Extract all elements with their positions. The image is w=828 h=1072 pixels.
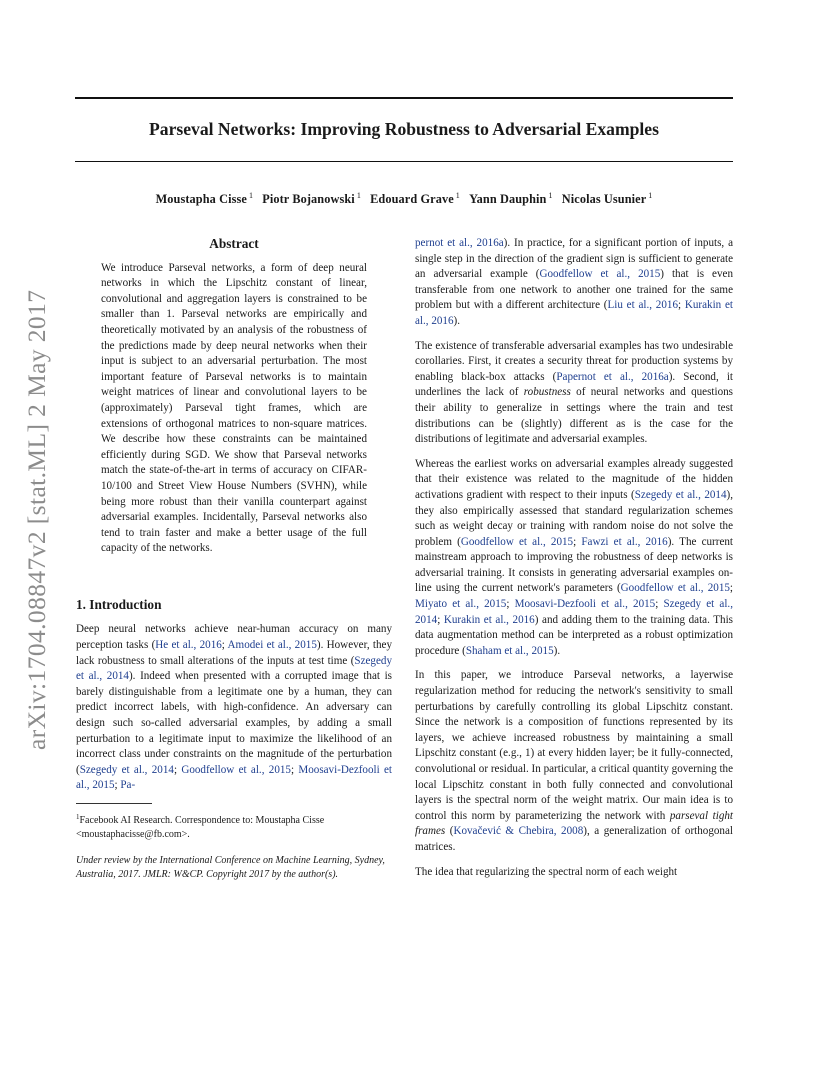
citation-link[interactable]: Moosavi-Dezfooli et al., 2015 xyxy=(76,763,392,792)
abstract-text: We introduce Parseval networks, a form of deep neural networks in which the Lipschitz constant of linear, convolutional and aggregation layers is constrained to be smaller than 1. Parseval networks are empirically and theoretically motivated by an analysis of the robustness of the predictions made by deep neural networks when their input is subject to an adversarial perturbation. The most important feature of Parseval networks is to maintain weight matrices of linear and convolutional layers to be (approximately) Parseval tight frames, which are extensions of orthogonal matrices to non-square matrices. We describe how these constraints can be maintained efficiently during SGD. We show that Parseval networks match the state-of-the-art in terms of accuracy on CIFAR-10/100 and Street View House Numbers (SVHN), while being more robust than their vanilla counterpart against adversarial examples. Incidentally, Parseval networks also tend to train faster and make a better usage of the full capacity of the networks. xyxy=(101,261,367,555)
text-run: The existence of transferable adversarial examples has two undesirable corollaries. First, it creates a security threat for production systems by enabling black-box attacks ( xyxy=(415,339,733,383)
body-paragraph xyxy=(415,236,733,330)
text-run: ) and adding them to the training data. This data augmentation method can be interpreted as a robust optimization procedure ( xyxy=(415,613,733,657)
body-paragraph xyxy=(415,865,733,881)
citation-link[interactable]: Szegedy et al., 2014 xyxy=(634,488,727,501)
text-run: ), a generalization of orthogonal matrices. xyxy=(415,825,733,853)
citation-link[interactable]: pernot et al., 2016a xyxy=(415,237,504,249)
citation-link[interactable]: Kurakin et al., 2016 xyxy=(443,613,535,626)
citation-link[interactable]: Shaham et al., 2015 xyxy=(465,644,554,657)
text-run: ). Indeed when presented with a corrupted image that is barely distinguishable from a legitimate one by a human, they can predict incorrect labels, with high-confidence. An adversary can design such so-called adversarial examples, by adding a small perturbation to a legitimate input to maximize the likelihood of an incorrect class under constraints on the magnitude of the perturbation ( xyxy=(76,670,392,776)
paper-title: Parseval Networks: Improving Robustness to Adversarial Examples xyxy=(149,119,659,139)
author-list xyxy=(75,191,733,207)
text-run: ). Second, it underlines the lack of xyxy=(415,370,733,399)
text-run: ) that is even transferable from one network to another one trained for the same problem but with a different architecture ( xyxy=(415,268,733,312)
author: Edouard Grave $^1$ xyxy=(370,191,460,206)
text-run: ). However, they lack robustness to small alterations of the inputs at test time ( xyxy=(76,639,392,667)
citation-link[interactable]: Papernot et al., 2016a xyxy=(556,370,669,383)
text-run: ( xyxy=(445,825,454,838)
text-run: Whereas the earliest works on adversarial examples already suggested that their existence was related to the magnitude of the hidden activations gradient with respect to their inputs ( xyxy=(415,457,733,501)
text-run: In this paper, we introduce Parseval networks, a layerwise regularization method for reducing the network's sensitivity to small perturbations by carefully controlling its global Lipschitz constant. Since the network is a composition of functions represented by its layers, we achieve increased robustness by maintaining a small Lipschitz constant (e.g., 1) at every hidden layer; be it fully-connected, convolutional or residual. In particular, a critical quantity governing the local Lipschitz constant in both fully connected and convolutional layers is the spectral norm of the weight matrix. Our main idea is to control this norm by parameterizing the network with xyxy=(415,669,733,822)
title-rule-top xyxy=(75,97,733,99)
text-run: ; xyxy=(114,779,121,792)
text-run: ; xyxy=(655,598,664,611)
text-run: of neural networks and questions their ability to generalize in settings where the train and test distributions can be (slightly) different as is the case for the distributions of legitimate and adversarial examples. xyxy=(415,386,733,446)
right-column xyxy=(415,236,733,889)
author: Moustapha Cisse $^1$ xyxy=(155,191,254,206)
emphasis-text: robustness xyxy=(523,386,571,399)
citation-link[interactable]: Kurakin et al., 2016 xyxy=(415,299,734,327)
body-paragraph xyxy=(415,668,733,855)
intro-paragraph xyxy=(76,622,392,794)
text-run: ), they also empirically assessed that standard regularization schemes such as weight decay or training with random noise do not solve the problem ( xyxy=(415,488,733,548)
text-run: ; xyxy=(221,639,228,652)
text-run: ; xyxy=(678,299,685,312)
arxiv-stamp: arXiv:1704.08847v2 [stat.ML] 2 May 2017 xyxy=(22,289,51,750)
text-run: ; xyxy=(437,613,444,626)
author: Nicolas Usunier $^1$ xyxy=(561,191,653,206)
citation-link[interactable]: Moosavi-Dezfooli et al., 2015 xyxy=(514,598,656,611)
citation-link[interactable]: Szegedy et al., 2014 xyxy=(415,598,733,626)
text-run: Deep neural networks achieve near-human accuracy on many perception tasks ( xyxy=(76,623,392,652)
body-paragraph xyxy=(415,339,733,448)
citation-link[interactable]: Goodfellow et al., 2015 xyxy=(539,268,661,281)
citation-link[interactable]: Szegedy et al., 2014 xyxy=(76,654,392,683)
title-rule-bottom xyxy=(75,161,733,162)
text-run: ; xyxy=(173,763,182,776)
author: Yann Dauphin $^1$ xyxy=(469,191,553,206)
citation-link[interactable]: Liu et al., 2016 xyxy=(607,299,678,312)
citation-link[interactable]: Kovačević & Chebira, 2008 xyxy=(453,825,584,838)
abstract-heading: Abstract xyxy=(209,236,259,251)
citation-link[interactable]: Goodfellow et al., 2015 xyxy=(181,763,291,776)
emphasis-text: parseval tight frames xyxy=(415,809,733,838)
citation-link[interactable]: Pa- xyxy=(120,779,136,792)
text-run: ; xyxy=(506,598,515,611)
footnote-rule xyxy=(76,803,152,804)
text-run: ). The current mainstream approach to improving the robustness of deep networks is adversarial training. It consists in generating adversarial examples on-line using the current network's parameters ( xyxy=(415,535,733,595)
body-paragraph xyxy=(415,457,733,660)
citation-link[interactable]: Goodfellow et al., 2015 xyxy=(620,582,730,595)
text-run: ). xyxy=(553,644,561,657)
text-run: The idea that regularizing the spectral norm of each weight xyxy=(415,865,678,878)
text-run: ). In practice, for a significant portion of inputs, a single step in the direction of the gradient sign is sufficient to generate an adversarial example ( xyxy=(415,237,733,281)
text-run: ). xyxy=(453,314,460,327)
citation-link[interactable]: Fawzi et al., 2016 xyxy=(581,535,668,548)
citation-link[interactable]: Goodfellow et al., 2015 xyxy=(460,535,574,548)
left-column xyxy=(76,236,392,881)
footnote: $^1$Facebook AI Research. Correspondence to: Moustapha Cisse <moustaphacisse@fb.com>. xyxy=(76,813,325,840)
citation-link[interactable]: Szegedy et al., 2014 xyxy=(79,763,174,776)
citation-link[interactable]: He et al., 2016 xyxy=(155,639,222,652)
author: Piotr Bojanowski $^1$ xyxy=(262,191,361,206)
text-run: ; xyxy=(290,763,299,776)
section-heading-introduction: 1. Introduction xyxy=(76,596,162,612)
citation-link[interactable]: Miyato et al., 2015 xyxy=(415,598,507,611)
text-run: ; xyxy=(573,535,582,548)
venue-note: Under review by the International Conference on Machine Learning, Sydney, Australia, 2017. JMLR: W&CP. Copyright 2017 by the author(s). xyxy=(76,855,385,880)
text-run: ; xyxy=(729,582,734,595)
citation-link[interactable]: Amodei et al., 2015 xyxy=(227,639,317,652)
